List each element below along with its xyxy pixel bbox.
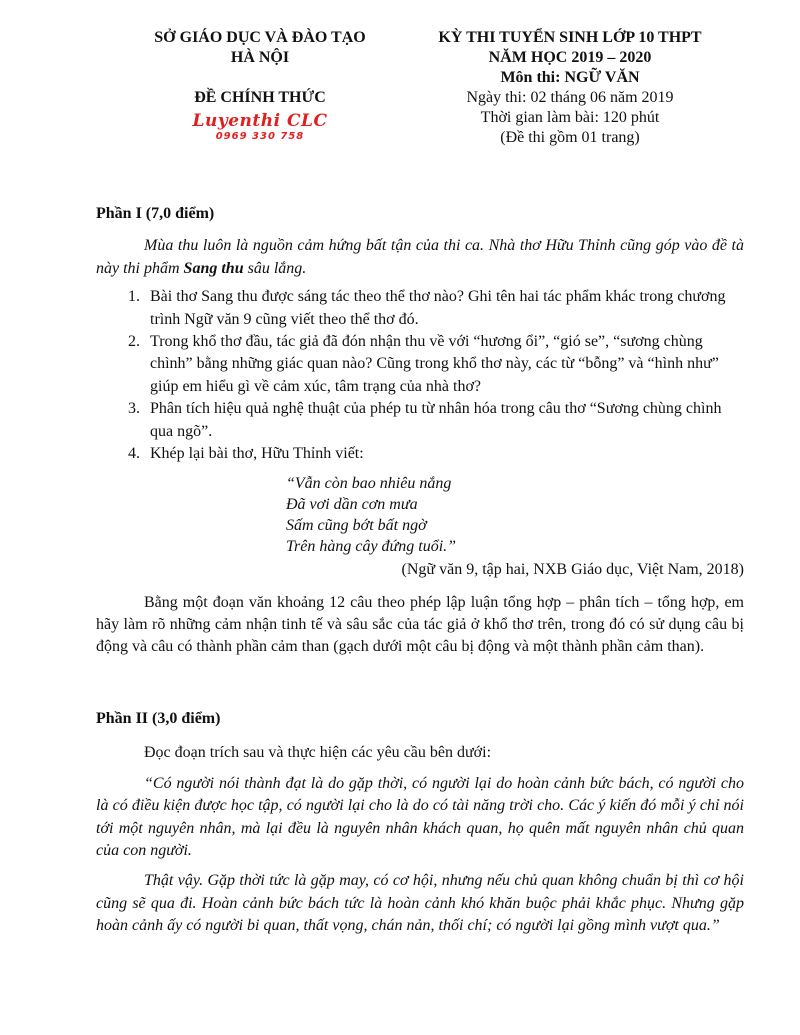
question-4: 4. Khép lại bài thơ, Hữu Thỉnh viết:	[144, 443, 744, 465]
stamp-phone: 0969 330 758	[215, 131, 305, 142]
exam-duration: Thời gian làm bài: 120 phút	[480, 109, 660, 126]
question-2: 2. Trong khổ thơ đầu, tác giả đã đón nhận thu về với “hương ổi”, “gió se”, “sương chùng chình” bằng những giác quan nào? Cũng trong khổ thơ này, các từ “bỗng” và “hình như” giúp em hiểu gì về cảm xúc, tâm trạng của nhà thơ?	[144, 331, 744, 398]
poem-line: Đã vơi dần cơn mưa	[286, 496, 418, 514]
poem-line: Trên hàng cây đứng tuổi.”	[286, 538, 457, 556]
part-1-heading: Phần I (7,0 điểm)	[96, 205, 215, 222]
official-label: ĐỀ CHÍNH THỨC	[194, 89, 326, 106]
stamp-name: Luyenthi CLC	[192, 111, 328, 131]
part-1-task: Bằng một đoạn văn khoảng 12 câu theo phép lập luận tổng hợp – phân tích – tổng hợp, em hãy làm rõ những cảm nhận tinh tế và sâu sắc của tác giả ở khổ thơ trên, trong đó có sử dụng câu bị động và câu có thành phần cảm than (gạch dưới một câu bị động và một thành phần cảm than).	[96, 593, 744, 656]
city-name: HÀ NỘI	[230, 49, 290, 66]
question-list	[96, 286, 744, 465]
page-count: (Đề thi gồm 01 trang)	[500, 129, 640, 146]
question-3: 3. Phân tích hiệu quả nghệ thuật của phép tu từ nhân hóa trong câu thơ “Sương chùng chình qua ngõ”.	[144, 398, 744, 443]
part-1	[96, 203, 744, 659]
header-left	[130, 28, 390, 144]
part-1-intro-text: Mùa thu luôn là nguồn cảm hứng bất tận của thi ca. Nhà thơ Hữu Thỉnh cũng góp vào đề tà này thi phẩm	[96, 237, 744, 277]
part-2-heading: Phần II (3,0 điểm)	[96, 710, 221, 727]
watermark-stamp	[130, 111, 390, 144]
school-year: NĂM HỌC 2019 – 2020	[488, 49, 652, 66]
poem-line: “Vẫn còn bao nhiêu nắng	[286, 475, 452, 493]
subject: Môn thi: NGỮ VĂN	[500, 69, 640, 86]
part-2	[96, 708, 744, 938]
excerpt-paragraph-2: Thật vậy. Gặp thời tức là gặp may, có cơ hội, nhưng nếu chủ quan không chuẩn bị thì cơ hội cũng sẽ qua đi. Hoàn cảnh bức bách tức là hoàn cảnh khó khăn buộc phải khắc phục. Nhưng gặp hoàn cảnh ấy có người bi quan, thất vọng, chán nản, thối chí; có người lại gồng mình vượt qua.”	[96, 872, 744, 935]
excerpt-paragraph-1: “Có người nói thành đạt là do gặp thời, có người lại do hoàn cảnh bức bách, có người cho là có điều kiện được học tập, có người lại cho là do có tài năng trời cho. Các ý kiến đó mỗi ý chỉ nói tới một nguyên nhân, mà lại đều là nguyên nhân khách quan, họ quên mất nguyên nhân chủ quan của con người.	[96, 774, 744, 859]
part-1-intro	[96, 235, 744, 280]
poem-line: Sấm cũng bớt bất ngờ	[286, 517, 427, 535]
department-name: SỞ GIÁO DỤC VÀ ĐÀO TẠO	[154, 29, 366, 46]
part-1-intro-end: sâu lắng.	[243, 259, 307, 277]
exam-date: Ngày thi: 02 tháng 06 năm 2019	[466, 89, 674, 106]
part-2-instruction: Đọc đoạn trích sau và thực hiện các yêu cầu bên dưới:	[144, 744, 492, 762]
poem-excerpt	[286, 473, 744, 557]
question-1: 1. Bài thơ Sang thu được sáng tác theo thể thơ nào? Ghi tên hai tác phẩm khác trong chương trình Ngữ văn 9 cũng viết theo thể thơ đó.	[144, 286, 744, 331]
poem-title: Sang thu	[183, 259, 244, 277]
header-right	[410, 28, 730, 148]
poem-source: (Ngữ văn 9, tập hai, NXB Giáo dục, Việt Nam, 2018)	[401, 561, 744, 579]
exam-title: KỲ THI TUYỂN SINH LỚP 10 THPT	[438, 29, 702, 46]
